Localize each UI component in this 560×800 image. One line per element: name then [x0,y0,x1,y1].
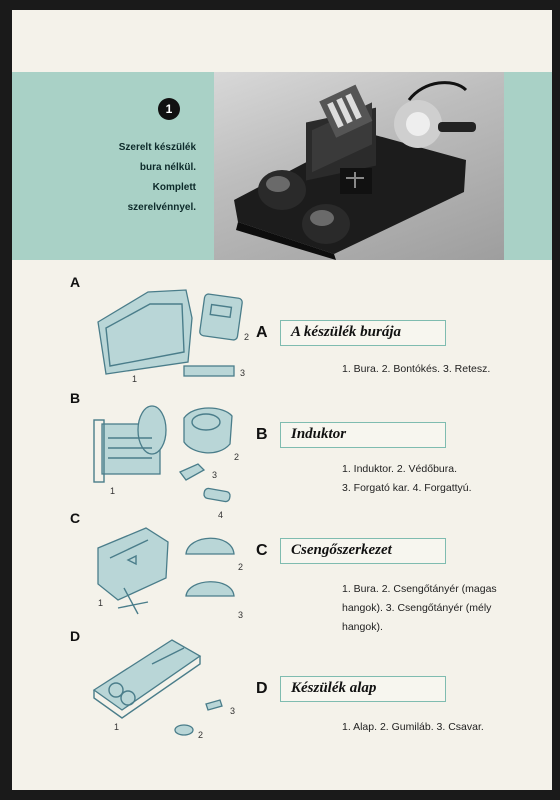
section-title-c: Csengőszerkezet [291,542,392,558]
section-title-box [280,538,446,564]
section-description-b [342,460,472,498]
assembled-device-photo [214,72,504,260]
part-number: 3 [230,706,236,716]
illustration-letter-b: B [70,390,81,406]
section-description-a [342,360,490,379]
part-number: 2 [198,730,204,740]
section-title-a: A készülék burája [291,324,402,340]
section-letter-c: C [256,542,268,559]
part-number: 1 [114,722,120,732]
caption-line: bura nélkül. [139,162,196,173]
figure-number-badge: 1 [158,98,180,120]
photo-caption [76,138,196,218]
section-title-box [280,676,446,702]
part-number: 1 [98,598,104,608]
part-number: 3 [240,368,246,378]
cover-parts-illustration [88,282,258,382]
section-description-d [342,718,484,737]
part-number: 2 [234,452,240,462]
inductor-parts-illustration [88,398,258,522]
caption-line: szerelvénnyel. [127,202,196,213]
section-title-b: Induktor [291,426,347,442]
part-number: 4 [218,510,224,520]
description-line: 1. Bura. 2. Bontókés. 3. Retesz. [342,363,491,375]
illustration-letter-d: D [70,628,81,644]
base-parts-illustration [88,634,258,744]
part-number: 2 [238,562,244,572]
section-letter-b: B [256,426,268,443]
section-title-box [280,320,446,346]
section-letter-d: D [256,680,268,697]
part-number: 3 [212,470,218,480]
description-line: hangok). 3. Csengőtányér (mély [342,602,492,614]
description-line: 1. Alap. 2. Gumiláb. 3. Csavar. [342,721,484,733]
description-line: hangok). [342,621,383,633]
caption-line: Szerelt készülék [118,142,196,153]
part-number: 1 [132,374,138,382]
section-description-c [342,580,497,637]
section-title-d: Készülék alap [291,680,377,696]
description-line: 3. Forgató kar. 4. Forgattyú. [342,482,472,494]
description-line: 1. Induktor. 2. Védőbura. [342,463,457,475]
part-number: 2 [244,332,250,342]
part-number: 1 [110,486,116,496]
section-title-box [280,422,446,448]
bell-mechanism-illustration [88,524,258,624]
document-page [12,10,552,790]
section-letter-a: A [256,324,268,341]
illustration-letter-c: C [70,510,81,526]
part-number: 3 [238,610,244,620]
caption-line: Komplett [152,182,196,193]
device-photo-drawing [214,72,504,260]
description-line: 1. Bura. 2. Csengőtányér (magas [342,583,497,595]
illustration-letter-a: A [70,274,81,290]
